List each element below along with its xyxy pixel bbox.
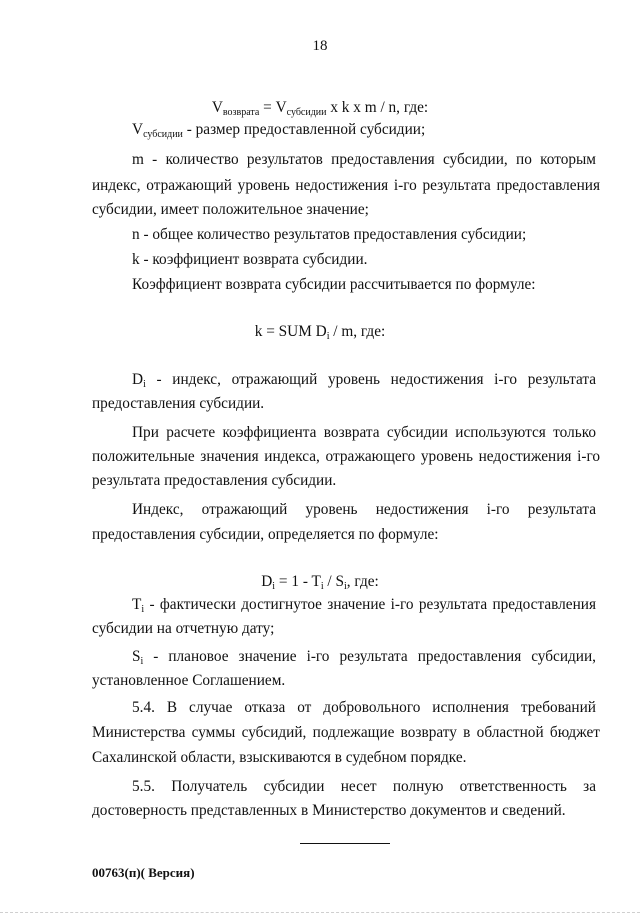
calc-para-line2: положительные значения индекса, отражающего уровень недостижения i-го — [92, 448, 600, 465]
para-5-4-line2: Министерства суммы субсидий, подлежащие возврату в областной бюджет — [92, 724, 600, 741]
para-5-4-line1: 5.4. В случае отказа от добровольного исполнения требований — [132, 699, 596, 716]
index-para-line2: предоставления субсидии, определяется по формуле: — [92, 526, 439, 543]
definition-n: n - общее количество результатов предоставления субсидии; — [132, 226, 527, 243]
document-footer-id: 00763(п)( Версия) — [92, 865, 195, 880]
formula-index: $D_i = 1 - T_i / S_i$, где: — [261, 573, 379, 592]
definition-k: k - коэффициент возврата субсидии. — [132, 251, 368, 268]
definition-m-line2: индекс, отражающий уровень недостижения i-го результата предоставления — [92, 177, 600, 194]
definition-s-line1: $S_i$ - плановое значение i-го результата предоставления субсидии, — [132, 648, 596, 667]
definition-t-line1: $T_i$ - фактически достигнутое значение i-го результата предоставления — [132, 596, 596, 615]
definition-d-line1: $D_i$ - индекс, отражающий уровень недостижения i-го результата — [132, 371, 596, 390]
definition-m-line1: m - количество результатов предоставления субсидии, по которым — [132, 151, 596, 168]
definition-t-line2: субсидии на отчетную дату; — [92, 620, 275, 637]
index-para-line1: Индекс, отражающий уровень недостижения i-го результата — [132, 501, 596, 518]
coefficient-intro: Коэффициент возврата субсидии рассчитывается по формуле: — [132, 276, 536, 293]
para-5-5-line1: 5.5. Получатель субсидии несет полную ответственность за — [132, 778, 596, 795]
formula-return-volume: $V_{возврата} = V_{субсидии}$ x k x m / n, где: — [211, 99, 429, 118]
end-rule — [300, 843, 390, 844]
definition-s-line2: установленное Соглашением. — [92, 672, 286, 689]
definition-d-line2: предоставления субсидии. — [92, 395, 265, 412]
para-5-5-line2: достоверность представленных в Министерство документов и сведений. — [92, 802, 566, 819]
formula-coefficient: k = SUM $D_i$ / m, где: — [254, 323, 386, 342]
para-5-4-line3: Сахалинской области, взыскиваются в судебном порядке. — [92, 749, 467, 766]
definition-m-line3: субсидии, имеет положительное значение; — [92, 201, 369, 218]
definition-v: $V_{субсидии}$ - размер предоставленной субсидии; — [132, 121, 426, 140]
calc-para-line3: результата предоставления субсидии. — [92, 472, 337, 489]
scan-edge — [0, 912, 640, 913]
page-number: 18 — [312, 38, 328, 54]
calc-para-line1: При расчете коэффициента возврата субсидии используются только — [132, 424, 596, 441]
